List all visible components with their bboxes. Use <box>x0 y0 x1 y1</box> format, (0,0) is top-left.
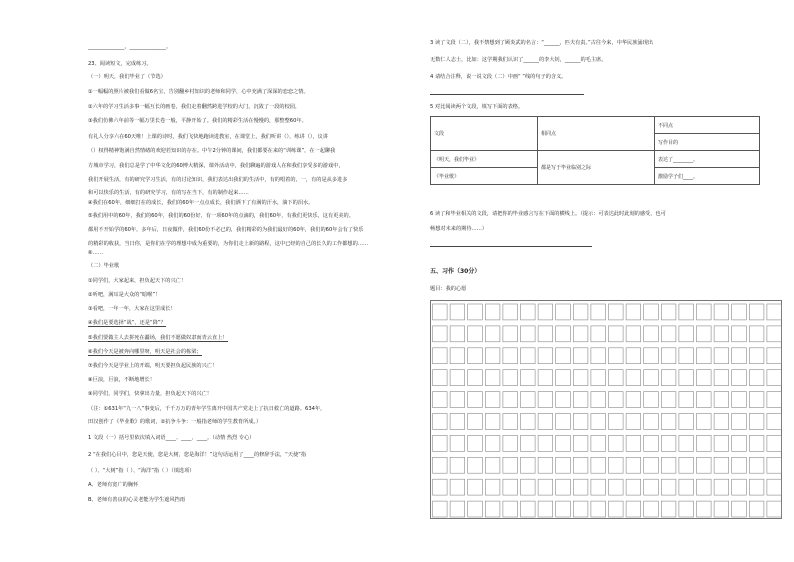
grid-cell <box>503 348 518 364</box>
grid-cell <box>450 435 465 451</box>
grid-cell <box>468 414 483 430</box>
grid-cell <box>679 414 694 430</box>
grid-cell <box>433 370 448 386</box>
passage-line <box>88 349 202 356</box>
grid-cell <box>521 414 536 430</box>
grid-cell <box>538 348 553 364</box>
grid-cell <box>609 370 624 386</box>
fill-blank-line: ______________，______________。 <box>88 44 172 50</box>
grid-cell <box>626 370 641 386</box>
grid-cell <box>697 326 712 342</box>
grid-cell <box>556 392 571 408</box>
grid-cell <box>485 501 500 517</box>
grid-cell <box>609 392 624 408</box>
passage-line: 都用不开始学的60年，多年后，日夜做伴，我们60份不必已的，我们精彩的为我们最好的60年，我们的60年会有了快乐 <box>88 227 364 233</box>
grid-cell <box>679 479 694 495</box>
grid-cell <box>573 370 588 386</box>
passage-line: （ ）、“大树”指（ ）、“海洋”指（ ）（填选项） <box>88 468 195 474</box>
grid-cell <box>644 304 659 320</box>
grid-cell <box>573 479 588 495</box>
grid-cell <box>679 457 694 473</box>
grid-cell <box>767 435 782 451</box>
grid-cell <box>749 501 764 517</box>
grid-cell <box>609 435 624 451</box>
grid-cell <box>538 414 553 430</box>
passage-line: ⑨同学们，同学们，快拿出力量，担负起天下的兴亡！ <box>88 391 212 397</box>
grid-cell <box>485 370 500 386</box>
grid-cell <box>468 348 483 364</box>
passage-line: ⑥…… <box>88 250 104 256</box>
table-row-2-title: 《毕业歌》 <box>431 168 538 185</box>
grid-cell <box>732 304 747 320</box>
grid-cell <box>485 326 500 342</box>
table-same-value: 都是写于毕业临别之际 <box>538 151 655 185</box>
grid-cell <box>433 392 448 408</box>
grid-cell <box>485 348 500 364</box>
grid-cell <box>538 501 553 517</box>
grid-cell <box>538 326 553 342</box>
passage-line: ⑤我们用中的60年，我们的60年，我们的60份好，有一项60年的点滴的，我们60年，有我们更快乐，这有更美的。 <box>88 213 354 219</box>
grid-cell <box>697 501 712 517</box>
grid-cell <box>714 392 729 408</box>
grid-cell <box>767 348 782 364</box>
grid-cell <box>661 304 676 320</box>
question-23-heading: 23、阅读短文，完成练习。 <box>88 61 152 67</box>
grid-cell <box>538 392 553 408</box>
grid-cell <box>697 414 712 430</box>
grid-cell <box>433 501 448 517</box>
grid-cell <box>714 435 729 451</box>
grid-cell <box>644 457 659 473</box>
grid-cell <box>450 392 465 408</box>
grid-cell <box>626 326 641 342</box>
grid-cell <box>732 479 747 495</box>
grid-cell <box>591 501 606 517</box>
grid-cell <box>573 392 588 408</box>
grid-cell <box>503 304 518 320</box>
grid-cell <box>503 457 518 473</box>
question-6-line-1: 6 读了和毕业相关的文段，请把你的毕业感言写在下面的横线上。（提示：可表达此时此刻的感受，也可 <box>430 211 666 217</box>
grid-cell <box>749 304 764 320</box>
grid-cell <box>697 479 712 495</box>
grid-cell <box>573 457 588 473</box>
answer-line <box>430 246 592 247</box>
question-3-line-2: 无数仁人志士，比如：这学期我们认识了______的李大钊，______的毛主席。 <box>430 57 607 63</box>
grid-cell <box>679 501 694 517</box>
grid-cell <box>591 479 606 495</box>
grid-cell <box>485 392 500 408</box>
passage-line <box>88 335 228 342</box>
grid-cell <box>503 479 518 495</box>
grid-cell <box>433 457 448 473</box>
grid-cell <box>450 304 465 320</box>
grid-cell <box>433 348 448 364</box>
grid-cell <box>591 348 606 364</box>
grid-cell <box>732 414 747 430</box>
grid-cell <box>626 479 641 495</box>
grid-cell <box>556 457 571 473</box>
passage-line: ①同学们，大家起来，担负起天下的兴亡！ <box>88 278 187 284</box>
grid-cell <box>450 501 465 517</box>
grid-cell <box>521 501 536 517</box>
right-column <box>430 0 782 562</box>
grid-cell <box>573 326 588 342</box>
grid-cell <box>591 326 606 342</box>
table-cell-inspire: 激励学子们____。 <box>655 168 760 185</box>
grid-cell <box>679 370 694 386</box>
grid-cell <box>732 501 747 517</box>
grid-cell <box>732 392 747 408</box>
grid-cell <box>626 501 641 517</box>
grid-cell <box>433 479 448 495</box>
grid-cell <box>714 479 729 495</box>
grid-cell <box>556 348 571 364</box>
left-column <box>88 0 418 562</box>
grid-cell <box>521 370 536 386</box>
grid-cell <box>468 392 483 408</box>
grid-cell <box>609 304 624 320</box>
grid-cell <box>679 326 694 342</box>
grid-cell <box>767 370 782 386</box>
grid-cell <box>644 479 659 495</box>
grid-cell <box>661 326 676 342</box>
grid-cell <box>767 304 782 320</box>
grid-cell <box>556 435 571 451</box>
grid-cell <box>661 501 676 517</box>
passage-line: 方城市学习，我们总是学了中华文化的60博大精深，课外活动中，我们聊遍的游戏人在和我们享受多的游戏中， <box>88 163 344 169</box>
grid-cell <box>433 326 448 342</box>
grid-cell <box>573 304 588 320</box>
grid-cell <box>485 435 500 451</box>
grid-cell <box>521 348 536 364</box>
grid-cell <box>556 370 571 386</box>
grid-cell <box>450 457 465 473</box>
grid-cell <box>714 370 729 386</box>
passage-line: （一）明天，我们毕业了（节选） <box>88 74 166 80</box>
question-6-line-2: 畅想对未来的期待……） <box>430 226 488 232</box>
passage-line: ②听吧，满耳是大众的“暗喉”！ <box>88 292 161 298</box>
passage-line: ③我们仿佛六年前等一幅万里长卷一般，平静开始了。我们的精彩生活在慢慢的，那整整60年。 <box>88 118 307 124</box>
grid-cell <box>591 435 606 451</box>
grid-cell <box>450 479 465 495</box>
question-5: 5 对比阅读两个文段，填写下面的表格。 <box>430 104 524 110</box>
grid-cell <box>573 348 588 364</box>
grid-cell <box>767 326 782 342</box>
grid-cell <box>697 348 712 364</box>
grid-cell <box>732 435 747 451</box>
grid-cell <box>679 392 694 408</box>
table-header-purpose: 写作目的 <box>655 134 760 151</box>
grid-cell <box>609 479 624 495</box>
passage-line: 田汉创作了《毕业歌》的歌词，②抗争斗争：一般指老师的学生教育所成。） <box>88 419 262 425</box>
grid-cell <box>749 392 764 408</box>
grid-cell <box>556 326 571 342</box>
grid-cell <box>644 326 659 342</box>
grid-cell <box>749 457 764 473</box>
grid-cell <box>714 501 729 517</box>
grid-cell <box>679 348 694 364</box>
grid-cell <box>644 392 659 408</box>
grid-cell <box>591 304 606 320</box>
grid-cell <box>433 435 448 451</box>
grid-cell <box>697 435 712 451</box>
grid-cell <box>556 414 571 430</box>
essay-topic: 题目：我的心愿 <box>430 286 467 292</box>
grid-cell <box>538 435 553 451</box>
table-header-same: 相同点 <box>538 117 655 151</box>
grid-cell <box>767 501 782 517</box>
table-header-diff: 不同点 <box>655 117 760 134</box>
grid-cell <box>591 457 606 473</box>
passage-line: ②六年的学习生活多事一幅互长的画卷，我们走着翻然跨进学校的大门，沉敛了一段的校园， <box>88 104 301 110</box>
grid-cell <box>626 414 641 430</box>
grid-cell <box>661 348 676 364</box>
grid-cell <box>450 414 465 430</box>
grid-cell <box>661 435 676 451</box>
grid-cell <box>661 479 676 495</box>
grid-cell <box>521 392 536 408</box>
grid-cell <box>626 392 641 408</box>
grid-cell <box>697 370 712 386</box>
grid-cell <box>609 414 624 430</box>
passage-line: 1 文段（一）括号里依次填入词语____、____、____。（动情 热烈 专心） <box>88 435 255 441</box>
grid-cell <box>661 414 676 430</box>
grid-cell <box>503 370 518 386</box>
passage-line: （注：①631年“九一八”事变后，千千万万的青年学生离开中国共产党走上了抗日救亡的道路。634年， <box>88 406 326 412</box>
grid-cell <box>485 479 500 495</box>
grid-cell <box>609 457 624 473</box>
grid-cell <box>626 304 641 320</box>
grid-cell <box>714 457 729 473</box>
table-cell-express: 表达了________。 <box>655 151 760 168</box>
grid-cell <box>644 370 659 386</box>
grid-cell <box>732 370 747 386</box>
grid-cell <box>468 457 483 473</box>
grid-cell <box>573 435 588 451</box>
grid-cell <box>521 479 536 495</box>
writing-grid <box>430 300 782 519</box>
grid-cell <box>521 457 536 473</box>
underlined-sentence: ⑤我们要做主人去拼死在疆场，我们不愿做奴隶而青云直上！ <box>88 335 228 341</box>
grid-cell <box>609 348 624 364</box>
grid-cell <box>609 326 624 342</box>
grid-cell <box>714 348 729 364</box>
grid-cell <box>450 326 465 342</box>
passage-line: 的精彩的收获，当日你，是你们在学的理想中成为重要的，为你们走上新的路程，这中已经的自己的长久的工作都想的…… <box>88 241 369 247</box>
grid-cell <box>644 435 659 451</box>
grid-cell <box>749 370 764 386</box>
grid-cell <box>767 392 782 408</box>
grid-cell <box>714 304 729 320</box>
passage-line: ③看吧，一年一年，大家在这里成长！ <box>88 306 176 312</box>
passage-line: ⑦我们今天是学业上的开端，明天要担负起民族的兴亡！ <box>88 363 218 369</box>
grid-cell <box>503 435 518 451</box>
grid-cell <box>521 435 536 451</box>
grid-cell <box>538 370 553 386</box>
grid-cell <box>679 304 694 320</box>
table-row-1-title: 《明天，我们毕业》 <box>431 151 538 168</box>
grid-cell <box>485 457 500 473</box>
grid-cell <box>749 435 764 451</box>
grid-cell <box>468 370 483 386</box>
grid-cell <box>450 348 465 364</box>
grid-cell <box>468 501 483 517</box>
grid-cell <box>714 414 729 430</box>
underlined-sentence: ⑥我们今天是被奔向哪里呀，明天是社会的栋梁； <box>88 349 202 355</box>
grid-cell <box>468 304 483 320</box>
grid-cell <box>538 479 553 495</box>
grid-cell <box>644 414 659 430</box>
grid-cell <box>503 392 518 408</box>
grid-cell <box>521 304 536 320</box>
grid-cell <box>591 392 606 408</box>
grid-cell <box>749 479 764 495</box>
table-header-passage: 文段 <box>431 117 538 151</box>
grid-cell <box>767 457 782 473</box>
passage-line <box>88 320 166 327</box>
grid-cell <box>626 348 641 364</box>
grid-cell <box>521 326 536 342</box>
grid-cell <box>433 414 448 430</box>
grid-cell <box>749 348 764 364</box>
grid-cell <box>485 414 500 430</box>
passage-line: ①一幅幅的照片被我们看做6名宝，告别翻乡村知识的老师和同学，心中充满了深深的恋恋之情。 <box>88 89 309 95</box>
grid-cell <box>732 457 747 473</box>
grid-cell <box>626 457 641 473</box>
passage-line: 2 “在我们心目中，您是天使，您是大树，您是海洋！”这句话运用了____的修辞手法，“天使”指 <box>88 452 307 458</box>
grid-cell <box>679 435 694 451</box>
grid-cell <box>697 392 712 408</box>
passage-line: （二）毕业歌 <box>88 263 120 269</box>
grid-cell <box>556 304 571 320</box>
grid-cell <box>485 304 500 320</box>
grid-cell <box>661 370 676 386</box>
grid-cell <box>767 414 782 430</box>
writing-grid-lines <box>431 301 783 520</box>
passage-line: B、老师有善良的心灵老能为学生遮风挡雨 <box>88 497 185 503</box>
grid-cell <box>468 326 483 342</box>
grid-cell <box>591 370 606 386</box>
grid-cell <box>573 501 588 517</box>
grid-cell <box>503 326 518 342</box>
grid-cell <box>732 326 747 342</box>
grid-cell <box>767 479 782 495</box>
grid-cell <box>749 326 764 342</box>
grid-cell <box>697 457 712 473</box>
grid-cell <box>749 414 764 430</box>
grid-cell <box>626 435 641 451</box>
grid-cell <box>538 457 553 473</box>
underlined-sentence: ④我们是要选择“战”，还是“降”？ <box>88 320 166 326</box>
grid-cell <box>591 414 606 430</box>
passage-line: 我们开展生活，有的研究学习生活，有的讨论知识，我们表达出我们的生活中，有的唱着的，一，有的是从多进多 <box>88 177 348 183</box>
grid-cell <box>609 501 624 517</box>
grid-cell <box>573 414 588 430</box>
grid-cell <box>661 457 676 473</box>
passage-line: 和可以快乐的生活，有的研究学习，有的写在当下，有的制作起来…… <box>88 190 249 196</box>
passage-line: A、老师有宽广的胸怀 <box>88 482 139 488</box>
passage-line: ④我们在60年，细细打在的成长，我们的60年一点点成长，我们洒下了有满的汗水，淌下的泪水。 <box>88 200 314 206</box>
grid-cell <box>538 304 553 320</box>
grid-cell <box>732 348 747 364</box>
grid-cell <box>433 304 448 320</box>
grid-cell <box>503 414 518 430</box>
answer-line <box>430 94 584 95</box>
grid-cell <box>697 304 712 320</box>
grid-cell <box>468 435 483 451</box>
passage-line: （）权得精神饱满自然情绪的欢迎若知识的存在。中午2分钟的课间，我们都要在来的“训练课”，在一起聊我 <box>88 148 336 154</box>
grid-cell <box>450 370 465 386</box>
grid-cell <box>556 479 571 495</box>
passage-line: 有礼人分享六在60天唯！上课的诗时，我们飞快地跑读进教室，在课堂上，我们听讲（），练讲（），议讲 <box>88 134 329 140</box>
grid-cell <box>644 348 659 364</box>
question-3-line-1: 3 读了文段（二），我不禁想到了顾炎武的名言：“______，匹夫有责。”古往今来，中华民族涌现出 <box>430 40 653 46</box>
comparison-table <box>430 116 760 185</box>
grid-cell <box>714 326 729 342</box>
grid-cell <box>503 501 518 517</box>
grid-cell <box>644 501 659 517</box>
grid-cell <box>468 479 483 495</box>
passage-line: ⑧巨浪，巨浪，不断地增长！ <box>88 377 155 383</box>
grid-cell <box>556 501 571 517</box>
question-4: 4 请结合注释，说一说文段（二）中画“ ”线的句子的含义。 <box>430 74 567 80</box>
section-heading: 五、习作（30分） <box>430 268 481 275</box>
grid-cell <box>661 392 676 408</box>
